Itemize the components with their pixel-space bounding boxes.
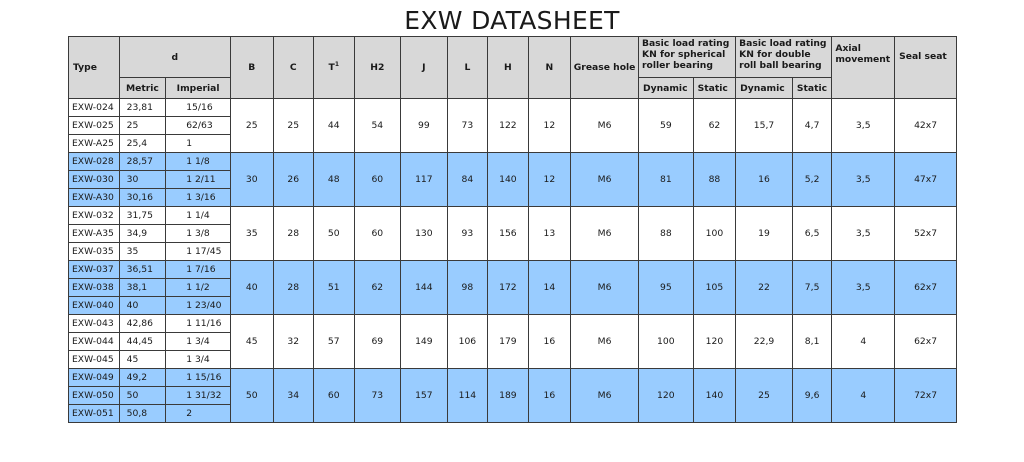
cell-spherical-static: 120 bbox=[693, 315, 736, 369]
cell-imperial: 1 1/8 bbox=[166, 153, 231, 171]
cell-imperial: 1 3/8 bbox=[166, 225, 231, 243]
header-double-dynamic: Dynamic bbox=[736, 78, 793, 99]
header-spherical-rating: Basic load rating KN for spherical roller bearing bbox=[638, 37, 735, 78]
table-row bbox=[69, 315, 957, 333]
table-header bbox=[69, 37, 957, 99]
cell-type: EXW-035 bbox=[69, 243, 120, 261]
cell-spherical-dynamic: 100 bbox=[638, 315, 693, 369]
table-row bbox=[69, 261, 957, 279]
cell-seal-seat: 62x7 bbox=[895, 315, 957, 369]
cell-metric: 40 bbox=[119, 297, 166, 315]
cell-double-static: 4,7 bbox=[792, 99, 832, 153]
cell-double-static: 8,1 bbox=[792, 315, 832, 369]
cell-axial-movement: 3,5 bbox=[832, 207, 895, 261]
cell-t: 50 bbox=[314, 207, 355, 261]
cell-imperial: 1 7/16 bbox=[166, 261, 231, 279]
cell-b: 40 bbox=[231, 261, 274, 315]
cell-double-dynamic: 15,7 bbox=[736, 99, 793, 153]
cell-imperial: 1 3/16 bbox=[166, 189, 231, 207]
cell-imperial: 1 3/4 bbox=[166, 351, 231, 369]
cell-type: EXW-025 bbox=[69, 117, 120, 135]
cell-type: EXW-028 bbox=[69, 153, 120, 171]
cell-double-dynamic: 22 bbox=[736, 261, 793, 315]
table-row bbox=[69, 207, 957, 225]
cell-spherical-dynamic: 81 bbox=[638, 153, 693, 207]
table-row bbox=[69, 153, 957, 171]
cell-double-static: 7,5 bbox=[792, 261, 832, 315]
header-c: C bbox=[273, 37, 314, 99]
cell-h2: 69 bbox=[354, 315, 401, 369]
cell-l: 114 bbox=[447, 369, 488, 423]
cell-spherical-static: 62 bbox=[693, 99, 736, 153]
cell-h: 179 bbox=[488, 315, 529, 369]
header-t bbox=[314, 37, 355, 99]
cell-seal-seat: 72x7 bbox=[895, 369, 957, 423]
cell-h2: 60 bbox=[354, 207, 401, 261]
header-t-label: T bbox=[328, 62, 335, 74]
table-body bbox=[69, 99, 957, 423]
cell-spherical-dynamic: 95 bbox=[638, 261, 693, 315]
cell-spherical-dynamic: 120 bbox=[638, 369, 693, 423]
cell-t: 57 bbox=[314, 315, 355, 369]
cell-j: 149 bbox=[401, 315, 448, 369]
cell-type: EXW-044 bbox=[69, 333, 120, 351]
header-h2: H2 bbox=[354, 37, 401, 99]
cell-t: 60 bbox=[314, 369, 355, 423]
cell-metric: 45 bbox=[119, 351, 166, 369]
cell-h: 172 bbox=[488, 261, 529, 315]
cell-metric: 38,1 bbox=[119, 279, 166, 297]
cell-metric: 25,4 bbox=[119, 135, 166, 153]
cell-b: 25 bbox=[231, 99, 274, 153]
cell-j: 157 bbox=[401, 369, 448, 423]
header-imperial: Imperial bbox=[166, 78, 231, 99]
header-double-roll-rating: Basic load rating KN for double roll ball bearing bbox=[736, 37, 832, 78]
cell-metric: 28,57 bbox=[119, 153, 166, 171]
cell-imperial: 1 3/4 bbox=[166, 333, 231, 351]
header-n: N bbox=[528, 37, 571, 99]
cell-b: 45 bbox=[231, 315, 274, 369]
cell-metric: 30,16 bbox=[119, 189, 166, 207]
cell-metric: 30 bbox=[119, 171, 166, 189]
cell-b: 30 bbox=[231, 153, 274, 207]
cell-metric: 34,9 bbox=[119, 225, 166, 243]
cell-type: EXW-A30 bbox=[69, 189, 120, 207]
cell-imperial: 1 1/4 bbox=[166, 207, 231, 225]
cell-spherical-dynamic: 59 bbox=[638, 99, 693, 153]
cell-double-static: 5,2 bbox=[792, 153, 832, 207]
cell-b: 35 bbox=[231, 207, 274, 261]
cell-metric: 44,45 bbox=[119, 333, 166, 351]
cell-double-static: 6,5 bbox=[792, 207, 832, 261]
header-axial-movement: Axial movement bbox=[832, 37, 895, 99]
header-spherical-static: Static bbox=[693, 78, 736, 99]
cell-c: 25 bbox=[273, 99, 314, 153]
cell-type: EXW-038 bbox=[69, 279, 120, 297]
cell-grease-hole: M6 bbox=[571, 207, 639, 261]
cell-seal-seat: 47x7 bbox=[895, 153, 957, 207]
cell-n: 12 bbox=[528, 99, 571, 153]
cell-spherical-static: 140 bbox=[693, 369, 736, 423]
cell-seal-seat: 62x7 bbox=[895, 261, 957, 315]
cell-type: EXW-032 bbox=[69, 207, 120, 225]
cell-n: 14 bbox=[528, 261, 571, 315]
cell-type: EXW-045 bbox=[69, 351, 120, 369]
cell-j: 144 bbox=[401, 261, 448, 315]
cell-axial-movement: 3,5 bbox=[832, 99, 895, 153]
cell-axial-movement: 3,5 bbox=[832, 153, 895, 207]
cell-axial-movement: 4 bbox=[832, 369, 895, 423]
cell-axial-movement: 3,5 bbox=[832, 261, 895, 315]
cell-imperial: 1 bbox=[166, 135, 231, 153]
cell-type: EXW-049 bbox=[69, 369, 120, 387]
cell-type: EXW-050 bbox=[69, 387, 120, 405]
cell-b: 50 bbox=[231, 369, 274, 423]
cell-n: 12 bbox=[528, 153, 571, 207]
table-row bbox=[69, 99, 957, 117]
cell-h: 156 bbox=[488, 207, 529, 261]
cell-l: 93 bbox=[447, 207, 488, 261]
cell-spherical-static: 100 bbox=[693, 207, 736, 261]
cell-imperial: 15/16 bbox=[166, 99, 231, 117]
header-b: B bbox=[231, 37, 274, 99]
cell-imperial: 2 bbox=[166, 405, 231, 423]
cell-n: 13 bbox=[528, 207, 571, 261]
cell-n: 16 bbox=[528, 369, 571, 423]
cell-metric: 35 bbox=[119, 243, 166, 261]
header-double-static: Static bbox=[792, 78, 832, 99]
cell-metric: 25 bbox=[119, 117, 166, 135]
cell-type: EXW-A35 bbox=[69, 225, 120, 243]
cell-type: EXW-040 bbox=[69, 297, 120, 315]
cell-metric: 49,2 bbox=[119, 369, 166, 387]
cell-grease-hole: M6 bbox=[571, 261, 639, 315]
cell-l: 84 bbox=[447, 153, 488, 207]
cell-type: EXW-037 bbox=[69, 261, 120, 279]
header-grease-hole: Grease hole bbox=[571, 37, 639, 99]
cell-spherical-static: 88 bbox=[693, 153, 736, 207]
cell-c: 28 bbox=[273, 261, 314, 315]
cell-t: 48 bbox=[314, 153, 355, 207]
header-spherical-dynamic: Dynamic bbox=[638, 78, 693, 99]
cell-h2: 60 bbox=[354, 153, 401, 207]
cell-c: 26 bbox=[273, 153, 314, 207]
cell-metric: 50 bbox=[119, 387, 166, 405]
header-l: L bbox=[447, 37, 488, 99]
cell-l: 73 bbox=[447, 99, 488, 153]
header-h: H bbox=[488, 37, 529, 99]
cell-imperial: 62/63 bbox=[166, 117, 231, 135]
cell-type: EXW-A25 bbox=[69, 135, 120, 153]
cell-grease-hole: M6 bbox=[571, 315, 639, 369]
cell-double-dynamic: 19 bbox=[736, 207, 793, 261]
cell-h: 140 bbox=[488, 153, 529, 207]
cell-imperial: 1 2/11 bbox=[166, 171, 231, 189]
cell-imperial: 1 15/16 bbox=[166, 369, 231, 387]
cell-imperial: 1 11/16 bbox=[166, 315, 231, 333]
cell-axial-movement: 4 bbox=[832, 315, 895, 369]
datasheet-table bbox=[68, 36, 957, 423]
cell-h: 189 bbox=[488, 369, 529, 423]
cell-t: 51 bbox=[314, 261, 355, 315]
header-metric: Metric bbox=[119, 78, 166, 99]
cell-h: 122 bbox=[488, 99, 529, 153]
cell-j: 99 bbox=[401, 99, 448, 153]
cell-l: 98 bbox=[447, 261, 488, 315]
cell-c: 32 bbox=[273, 315, 314, 369]
cell-l: 106 bbox=[447, 315, 488, 369]
cell-metric: 50,8 bbox=[119, 405, 166, 423]
header-seal-seat: Seal seat bbox=[895, 37, 957, 99]
cell-type: EXW-051 bbox=[69, 405, 120, 423]
header-d: d bbox=[119, 37, 230, 78]
cell-n: 16 bbox=[528, 315, 571, 369]
header-t-superscript: 1 bbox=[334, 61, 339, 69]
cell-seal-seat: 52x7 bbox=[895, 207, 957, 261]
cell-seal-seat: 42x7 bbox=[895, 99, 957, 153]
cell-type: EXW-024 bbox=[69, 99, 120, 117]
cell-t: 44 bbox=[314, 99, 355, 153]
cell-h2: 62 bbox=[354, 261, 401, 315]
cell-double-dynamic: 25 bbox=[736, 369, 793, 423]
cell-imperial: 1 23/40 bbox=[166, 297, 231, 315]
table-row bbox=[69, 369, 957, 387]
cell-h2: 73 bbox=[354, 369, 401, 423]
header-j: J bbox=[401, 37, 448, 99]
cell-grease-hole: M6 bbox=[571, 99, 639, 153]
cell-double-dynamic: 22,9 bbox=[736, 315, 793, 369]
header-type: Type bbox=[69, 37, 120, 99]
cell-double-static: 9,6 bbox=[792, 369, 832, 423]
cell-imperial: 1 17/45 bbox=[166, 243, 231, 261]
cell-type: EXW-030 bbox=[69, 171, 120, 189]
cell-metric: 23,81 bbox=[119, 99, 166, 117]
cell-imperial: 1 1/2 bbox=[166, 279, 231, 297]
cell-double-dynamic: 16 bbox=[736, 153, 793, 207]
cell-type: EXW-043 bbox=[69, 315, 120, 333]
cell-metric: 42,86 bbox=[119, 315, 166, 333]
cell-spherical-dynamic: 88 bbox=[638, 207, 693, 261]
page-title: EXW DATASHEET bbox=[404, 6, 620, 35]
cell-c: 34 bbox=[273, 369, 314, 423]
cell-c: 28 bbox=[273, 207, 314, 261]
cell-grease-hole: M6 bbox=[571, 153, 639, 207]
cell-metric: 31,75 bbox=[119, 207, 166, 225]
cell-h2: 54 bbox=[354, 99, 401, 153]
cell-spherical-static: 105 bbox=[693, 261, 736, 315]
cell-metric: 36,51 bbox=[119, 261, 166, 279]
cell-j: 130 bbox=[401, 207, 448, 261]
cell-grease-hole: M6 bbox=[571, 369, 639, 423]
cell-imperial: 1 31/32 bbox=[166, 387, 231, 405]
cell-j: 117 bbox=[401, 153, 448, 207]
